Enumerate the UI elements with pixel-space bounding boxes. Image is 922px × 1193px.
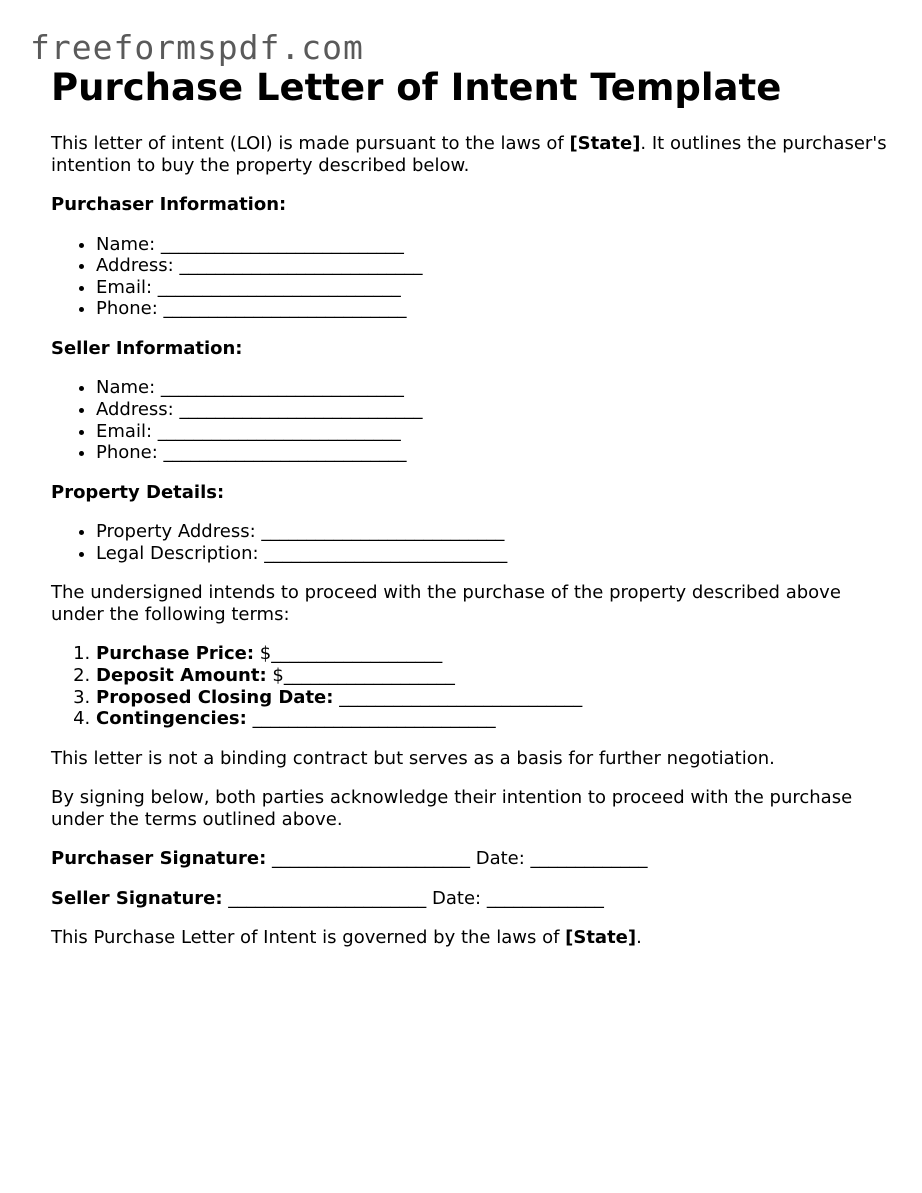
fill-in-blank: ___________________________ (157, 420, 401, 442)
fill-in-blank: ___________________________ (179, 398, 423, 420)
site-watermark: freeformspdf.com (30, 28, 364, 67)
seller-info-list (51, 377, 891, 463)
purchaser-signature-line (51, 848, 891, 870)
field-label: Address: (96, 255, 180, 277)
seller-email-field (96, 421, 891, 443)
fill-in-blank: ___________________________ (157, 276, 401, 298)
purchaser-email-field (96, 277, 891, 299)
document-title: Purchase Letter of Intent Template (51, 66, 782, 109)
intro-state-placeholder: [State] (569, 133, 641, 154)
term-label: Purchase Price: (96, 643, 255, 665)
fill-in-blank: ___________________________ (160, 233, 404, 255)
deposit-amount-term (96, 665, 891, 687)
field-label: Name: (96, 377, 161, 399)
date-label: Date: (475, 848, 531, 870)
purchaser-name-field (96, 234, 891, 256)
date-label: Date: (432, 887, 487, 909)
fill-in-blank: ___________________________ (333, 686, 583, 708)
signature-blank: ______________________ (266, 848, 476, 870)
governing-text-end: . (636, 927, 642, 949)
document-body (51, 66, 891, 949)
seller-phone-field (96, 442, 891, 464)
signature-label: Purchaser Signature: (51, 848, 267, 870)
term-label: Contingencies: (96, 708, 247, 730)
governing-text: This Purchase Letter of Intent is governed by the laws of (51, 927, 566, 949)
contingencies-term (96, 708, 891, 730)
date-blank: _____________ (486, 887, 604, 909)
closing-date-term (96, 687, 891, 709)
property-details-heading: Property Details: (51, 481, 225, 503)
property-address-field (96, 521, 891, 543)
fill-in-blank: ___________________________ (160, 377, 404, 399)
intro-paragraph (51, 133, 891, 176)
fill-in-blank: ___________________________ (163, 442, 407, 464)
field-label: Phone: (96, 298, 164, 320)
purchaser-info-heading: Purchaser Information: (51, 194, 287, 215)
term-label: Deposit Amount: (96, 665, 267, 687)
legal-description-field (96, 543, 891, 565)
field-label: Legal Description: (96, 542, 265, 564)
seller-name-field (96, 377, 891, 399)
not-binding-paragraph: This letter is not a binding contract but serves as a basis for further negotiation. (51, 747, 775, 769)
fill-in-blank: ___________________________ (261, 521, 505, 543)
signature-label: Seller Signature: (51, 887, 223, 909)
field-label: Property Address: (96, 521, 262, 543)
fill-in-blank: $___________________ (266, 665, 455, 687)
property-details-list (51, 521, 891, 564)
purchase-price-term (96, 643, 891, 665)
date-blank: _____________ (530, 848, 648, 870)
field-label: Email: (96, 420, 158, 442)
field-label: Email: (96, 276, 158, 298)
governing-state-placeholder: [State] (565, 927, 637, 949)
field-label: Phone: (96, 442, 164, 464)
intro-text: This letter of intent (LOI) is made pursuant to the laws of (51, 133, 570, 154)
purchaser-address-field (96, 255, 891, 277)
fill-in-blank: ___________________________ (264, 542, 508, 564)
seller-signature-line (51, 888, 891, 910)
fill-in-blank: $___________________ (254, 643, 443, 665)
intro-text-end: . It outlines the purchaser's intention to buy the property described below. (51, 133, 887, 176)
purchaser-info-list (51, 234, 891, 320)
fill-in-blank: ___________________________ (179, 255, 423, 277)
fill-in-blank: ___________________________ (246, 708, 496, 730)
term-label: Proposed Closing Date: (96, 686, 334, 708)
fill-in-blank: ___________________________ (163, 298, 407, 320)
field-label: Name: (96, 233, 161, 255)
governing-law-paragraph (51, 927, 891, 949)
seller-info-heading: Seller Information: (51, 337, 243, 359)
signature-blank: ______________________ (222, 887, 432, 909)
terms-list (51, 643, 891, 729)
purchaser-phone-field (96, 298, 891, 320)
terms-intro-paragraph: The undersigned intends to proceed with the purchase of the property described above under the following terms: (51, 582, 841, 625)
acknowledge-paragraph: By signing below, both parties acknowledge their intention to proceed with the purchase under the terms outlined above. (51, 787, 853, 830)
seller-address-field (96, 399, 891, 421)
field-label: Address: (96, 398, 180, 420)
